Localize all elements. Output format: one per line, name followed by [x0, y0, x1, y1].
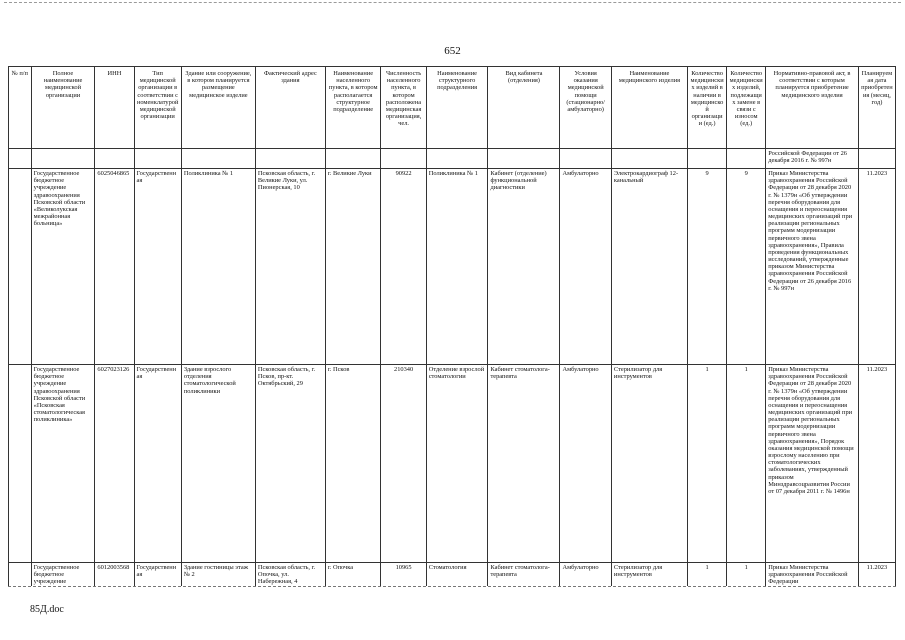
header-qty-replace: Количество медицинских изделий, подлежащих замене в связи с износом (ед.): [727, 67, 766, 149]
row-unit: Стоматология: [426, 563, 488, 588]
row-date: 11.2023: [858, 365, 895, 563]
row-legal-act: Приказ Министерства здравоохранения Российской Федерации от 28 декабря 2020 г. № 1379н «Об утверждении перечня оборудования для оснащения и переоснащения медицинских организаций при реализации региональных программ модернизации первичного звена здравоохранения», Правила проведения функциональных исследований, утвержденные приказом Министерства здравоохранения Российской Федерации от 26 декабря 2016 г. № 997н: [766, 169, 859, 365]
row-building: Здание гостиницы этаж № 2: [181, 563, 255, 588]
row-population: 10965: [381, 563, 426, 588]
row-address: Псковская область, г. Опочка, ул. Набережная, 4: [255, 563, 325, 588]
row-conditions: Амбулаторно: [560, 169, 611, 365]
row-qty-have: 1: [688, 563, 727, 588]
continuation-legal-act: Российской Федерации от 26 декабря 2016 г. № 997н: [766, 149, 859, 169]
header-num: № п/п: [9, 67, 32, 149]
row-qty-replace: 1: [727, 563, 766, 588]
row-qty-replace: 9: [727, 169, 766, 365]
header-address: Фактический адрес здания: [255, 67, 325, 149]
row-type: Государственная: [134, 169, 181, 365]
continuation-row: [9, 149, 896, 169]
table-header-row: [9, 67, 896, 149]
row-address: Псковская область, г. Псков, пр-кт. Октябрьский, 29: [255, 365, 325, 563]
row-type: Государственная: [134, 365, 181, 563]
row-num: [9, 563, 32, 588]
row-date: 11.2023: [858, 169, 895, 365]
row-device: Стерилизатор для инструментов: [611, 563, 687, 588]
header-building: Здание или сооружение, в котором планируется размещение медицинское изделие: [181, 67, 255, 149]
row-qty-have: 9: [688, 169, 727, 365]
row-unit: Поликлиника № 1: [426, 169, 488, 365]
row-legal-act: Приказ Министерства здравоохранения Российской Федерации от 28 декабря 2020 г. № 1379н «Об утверждении перечня оборудования для оснащения и переоснащения медицинских организаций при реализации региональных программ модернизации первичного звена здравоохранения», Порядок оказания медицинской помощи взрослому населению при стоматологических заболеваниях, утвержденный приказом Минздравсоцразвития России от 07 декабря 2011 г. № 1496н: [766, 365, 859, 563]
row-cabinet: Кабинет стоматолога-терапевта: [488, 365, 560, 563]
row-org: Государственное бюджетное учреждение здравоохранения Псковской области «Великолукская межрайонная больница»: [31, 169, 95, 365]
row-num: [9, 365, 32, 563]
row-qty-have: 1: [688, 365, 727, 563]
row-conditions: Амбулаторно: [560, 563, 611, 588]
row-legal-act: Приказ Министерства здравоохранения Российской Федерации: [766, 563, 859, 588]
row-cabinet: Кабинет (отделение) функциональной диагностики: [488, 169, 560, 365]
row-conditions: Амбулаторно: [560, 365, 611, 563]
header-org: Полное наименование медицинской организации: [31, 67, 95, 149]
row-device: Стерилизатор для инструментов: [611, 365, 687, 563]
row-inn: 6012003568: [95, 563, 134, 588]
row-inn: 6027023126: [95, 365, 134, 563]
row-population: 90922: [381, 169, 426, 365]
row-org: Государственное бюджетное учреждение: [31, 563, 95, 588]
row-building: Здание взрослого отделения стоматологической поликлиники: [181, 365, 255, 563]
row-inn: 6025046865: [95, 169, 134, 365]
row-qty-replace: 1: [727, 365, 766, 563]
header-conditions: Условия оказания медицинской помощи (стационарно/ амбулаторно): [560, 67, 611, 149]
row-type: Государственная: [134, 563, 181, 588]
row-address: Псковская область, г. Великие Луки, ул. Пионерская, 10: [255, 169, 325, 365]
row-building: Поликлиника № 1: [181, 169, 255, 365]
header-population: Численность населенного пункта, в котором расположена медицинская организация, чел.: [381, 67, 426, 149]
row-org: Государственное бюджетное учреждение здравоохранения Псковской области «Псковская стоматологическая поликлиника»: [31, 365, 95, 563]
header-device: Наименование медицинского изделия: [611, 67, 687, 149]
row-device: Электрокардиограф 12-канальный: [611, 169, 687, 365]
row-cabinet: Кабинет стоматолога-терапевта: [488, 563, 560, 588]
row-num: [9, 169, 32, 365]
header-qty-have: Количество медицинских изделий в наличии в медицинской организации (ед.): [688, 67, 727, 149]
table-row: [9, 169, 896, 365]
header-date: Планируемая дата приобретения (месяц, год): [858, 67, 895, 149]
row-settlement: г. Псков: [325, 365, 381, 563]
header-type: Тип медицинской организации в соответствии с номенклатурой медицинской организации: [134, 67, 181, 149]
table-row: [9, 365, 896, 563]
row-population: 210340: [381, 365, 426, 563]
header-settlement: Наименование населенного пункта, в котором располагается структурное подразделение: [325, 67, 381, 149]
medical-equipment-table: [8, 66, 896, 587]
document-filename: 85Д.doc: [30, 604, 64, 615]
row-date: 11.2023: [858, 563, 895, 588]
header-unit: Наименование структурного подразделения: [426, 67, 488, 149]
header-cabinet: Вид кабинета (отделения): [488, 67, 560, 149]
document-table-wrapper: [8, 66, 896, 587]
header-inn: ИНН: [95, 67, 134, 149]
page-number: 652: [444, 45, 461, 57]
row-unit: Отделение взрослой стоматологии: [426, 365, 488, 563]
header-legal-act: Нормативно-правовой акт, в соответствии с которым планируется приобретение медицинского изделия: [766, 67, 859, 149]
row-settlement: г. Великие Луки: [325, 169, 381, 365]
row-settlement: г. Опочка: [325, 563, 381, 588]
top-border-line: [4, 2, 901, 3]
table-row: [9, 563, 896, 588]
